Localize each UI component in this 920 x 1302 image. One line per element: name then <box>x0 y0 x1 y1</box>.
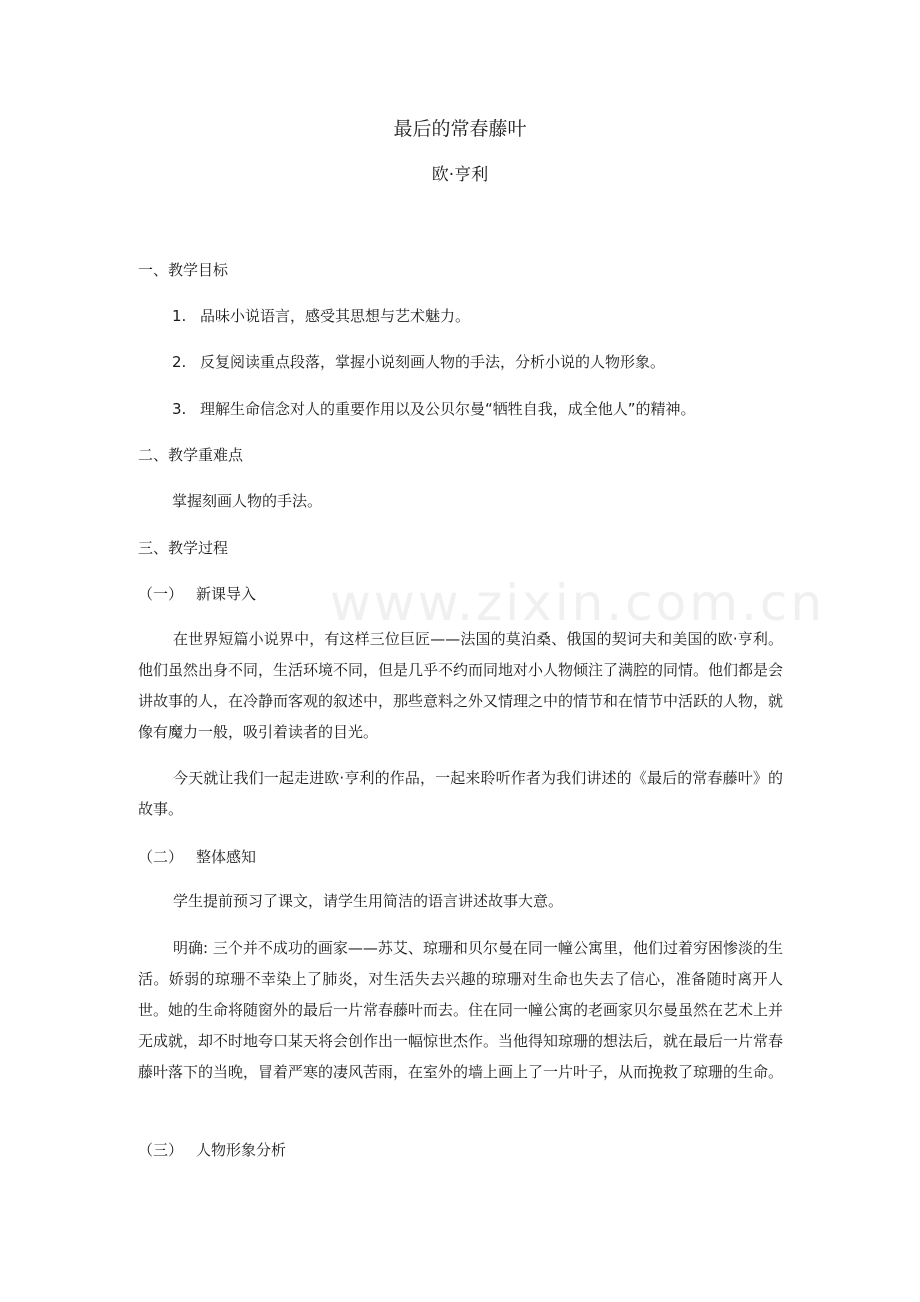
objective-text: 反复阅读重点段落，掌握小说刻画人物的手法，分析小说的人物形象。 <box>200 353 666 371</box>
subsection-heading-character <box>138 1139 286 1161</box>
subsection-title: 人物形象分析 <box>196 1141 287 1159</box>
subsection-title: 整体感知 <box>196 848 257 866</box>
objective-text: 理解生命信念对人的重要作用以及公贝尔曼“牺牲自我，成全他人”的精神。 <box>200 400 696 418</box>
intro-paragraph-2: 今天就让我们一起走进欧·亨利的作品，一起来聆听作者为我们讲述的《最后的常春藤叶》的故事。 <box>138 769 783 818</box>
objective-number: 2. <box>172 353 187 371</box>
subsection-heading-intro <box>138 583 256 605</box>
intro-paragraph-1: 在世界短篇小说界中，有这样三位巨匠——法国的莫泊桑、俄国的契诃夫和美国的欧·亨利。他们虽然出身不同，生活环境不同，但是几乎不约而同地对小人物倾注了满腔的同情。他们都是会讲故事的人，在冷静而客观的叙述中，那些意料之外又情理之中的情节和在情节中活跃的人物，就像有魔力一般，吸引着读者的目光。 <box>138 630 784 741</box>
section-heading-key-points: 二、教学重难点 <box>138 446 244 464</box>
subsection-title: 新课导入 <box>196 585 257 603</box>
overview-paragraph-2: 明确: 三个并不成功的画家——苏艾、琼珊和贝尔曼在同一幢公寓里，他们过着穷困惨淡的生活。娇弱的琼珊不幸染上了肺炎，对生活失去兴趣的琼珊对生命也失去了信心，准备随时离开人世。她的生命将随窗外的最后一片常春藤叶而去。住在同一幢公寓的老画家贝尔曼虽然在艺术上并无成就，却不时地夸口某天将会创作出一幅惊世杰作。当他得知琼珊的想法后，就在最后一片常春藤叶落下的当晚，冒着严寒的凄风苦雨，在室外的墙上画上了一片叶子，从而挽救了琼珊的生命。 <box>138 939 784 1081</box>
objective-item <box>172 351 665 373</box>
section-heading-objectives: 一、教学目标 <box>138 261 229 279</box>
section-heading-process: 三、教学过程 <box>138 539 229 557</box>
objective-text: 品味小说语言，感受其思想与艺术魅力。 <box>200 307 471 325</box>
subsection-heading-overview <box>138 846 256 868</box>
objective-item <box>172 305 470 327</box>
objective-number: 3. <box>172 400 187 418</box>
subsection-number: （二） <box>138 848 184 866</box>
document-author: 欧·亨利 <box>431 165 489 185</box>
objective-number: 1. <box>172 307 187 325</box>
subsection-number: （三） <box>138 1141 184 1159</box>
objective-item <box>172 398 696 420</box>
overview-paragraph-1: 学生提前预习了课文，请学生用简洁的语言讲述故事大意。 <box>173 892 564 910</box>
document-title: 最后的常春藤叶 <box>393 118 527 140</box>
subsection-number: （一） <box>138 585 184 603</box>
key-points-text: 掌握刻画人物的手法。 <box>172 492 323 510</box>
watermark: www.zixin.com.cn <box>330 574 826 632</box>
